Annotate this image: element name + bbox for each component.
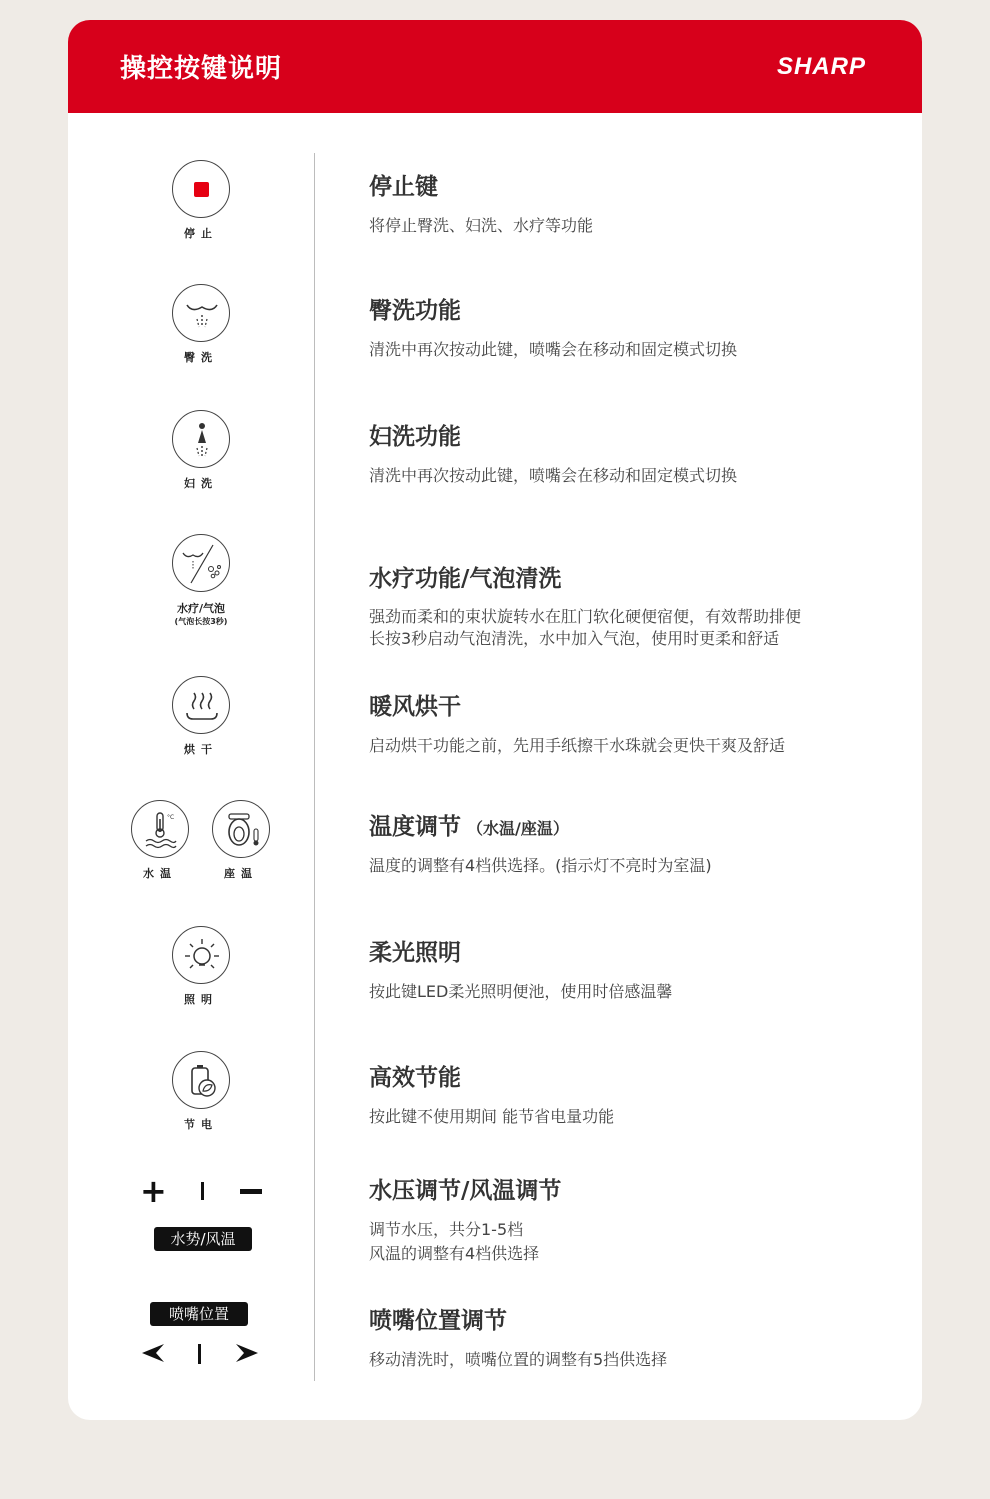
feature-title: 水压调节/风温调节 xyxy=(369,1178,562,1204)
controls-card xyxy=(68,20,922,1420)
feature-desc-line: 风温的调整有4档供选择 xyxy=(369,1244,540,1263)
energy-save-icon xyxy=(173,1052,231,1110)
feature-title xyxy=(369,808,889,841)
water-temp-button[interactable] xyxy=(131,800,189,858)
feature-desc xyxy=(369,1218,889,1266)
nozzle-pill: 喷嘴位置 xyxy=(150,1302,248,1326)
feature-title: 妇洗功能 xyxy=(369,424,461,450)
stop-icon xyxy=(173,161,231,219)
energy-save-label: 节电 xyxy=(184,1118,218,1131)
feature-title: 高效节能 xyxy=(369,1065,461,1091)
feature-desc: 温度的调整有4档供选择。(指示灯不亮时为室温) xyxy=(369,856,712,875)
feature-desc-line: 强劲而柔和的束状旋转水在肛门软化硬便宿便，有效帮助排便 xyxy=(369,607,802,626)
rear-wash-label: 臀洗 xyxy=(184,351,218,364)
feature-desc: 按此键LED柔光照明便池，使用时倍感温馨 xyxy=(369,982,673,1001)
stop-button[interactable] xyxy=(172,160,230,218)
feature-desc-line: 调节水压，共分1-5档 xyxy=(369,1220,524,1239)
feature-desc: 移动清洗时，喷嘴位置的调整有5挡供选择 xyxy=(369,1350,668,1369)
light-bulb-icon xyxy=(173,927,231,985)
water-temp-label: 水温 xyxy=(143,867,177,880)
stop-label: 停止 xyxy=(184,227,218,240)
spa-bubble-button[interactable] xyxy=(172,534,230,592)
feature-desc: 清洗中再次按动此键，喷嘴会在移动和固定模式切换 xyxy=(369,466,738,485)
rear-wash-icon xyxy=(173,285,231,343)
separator-bar xyxy=(201,1182,204,1200)
feature-desc: 启动烘干功能之前，先用手纸擦干水珠就会更快干爽及舒适 xyxy=(369,736,786,755)
svg-text:°C: °C xyxy=(167,814,175,821)
feature-title-sub: （水温/座温） xyxy=(467,819,569,838)
feminine-wash-icon xyxy=(173,411,231,469)
energy-save-button[interactable] xyxy=(172,1051,230,1109)
dry-label: 烘干 xyxy=(184,743,218,756)
brand-logo: SHARP xyxy=(776,53,866,80)
feature-title: 喷嘴位置调节 xyxy=(369,1308,507,1334)
feature-desc: 按此键不使用期间 能节省电量功能 xyxy=(369,1107,615,1126)
feature-desc-line: 长按3秒启动气泡清洗，水中加入气泡，使用时更柔和舒适 xyxy=(369,629,780,648)
plus-button[interactable]: + xyxy=(140,1172,167,1210)
feminine-wash-button[interactable] xyxy=(172,410,230,468)
pressure-pill: 水势/风温 xyxy=(154,1227,252,1251)
light-button[interactable] xyxy=(172,926,230,984)
spa-sublabel: (气泡长按3秒) xyxy=(174,617,228,626)
warm-air-icon xyxy=(173,677,231,735)
minus-button[interactable] xyxy=(240,1189,262,1194)
feature-desc xyxy=(369,606,889,650)
spa-bubble-icon xyxy=(173,535,231,593)
warm-air-button[interactable] xyxy=(172,676,230,734)
feature-desc: 清洗中再次按动此键，喷嘴会在移动和固定模式切换 xyxy=(369,340,738,359)
feature-title: 水疗功能/气泡清洗 xyxy=(369,566,562,592)
arrow-left-button[interactable] xyxy=(140,1342,166,1364)
page-title: 操控按键说明 xyxy=(120,54,283,84)
feature-title-main: 温度调节 xyxy=(369,814,461,840)
seat-temp-label: 座温 xyxy=(224,867,258,880)
rear-wash-button[interactable] xyxy=(172,284,230,342)
light-label: 照明 xyxy=(184,993,218,1006)
arrow-right-button[interactable] xyxy=(234,1342,260,1364)
spa-label: 水疗/气泡 xyxy=(176,602,226,615)
seat-temp-button[interactable] xyxy=(212,800,270,858)
seat-temp-icon xyxy=(213,801,271,859)
water-temp-icon xyxy=(132,801,190,859)
feature-desc: 将停止臀洗、妇洗、水疗等功能 xyxy=(369,216,594,235)
feature-title: 停止键 xyxy=(369,174,438,200)
feature-title: 臀洗功能 xyxy=(369,298,461,324)
separator-bar xyxy=(198,1344,201,1364)
feature-title: 柔光照明 xyxy=(369,940,461,966)
header-bar xyxy=(68,20,922,113)
column-divider xyxy=(314,153,315,1381)
feminine-wash-label: 妇洗 xyxy=(184,477,218,490)
feature-title: 暖风烘干 xyxy=(369,694,461,720)
